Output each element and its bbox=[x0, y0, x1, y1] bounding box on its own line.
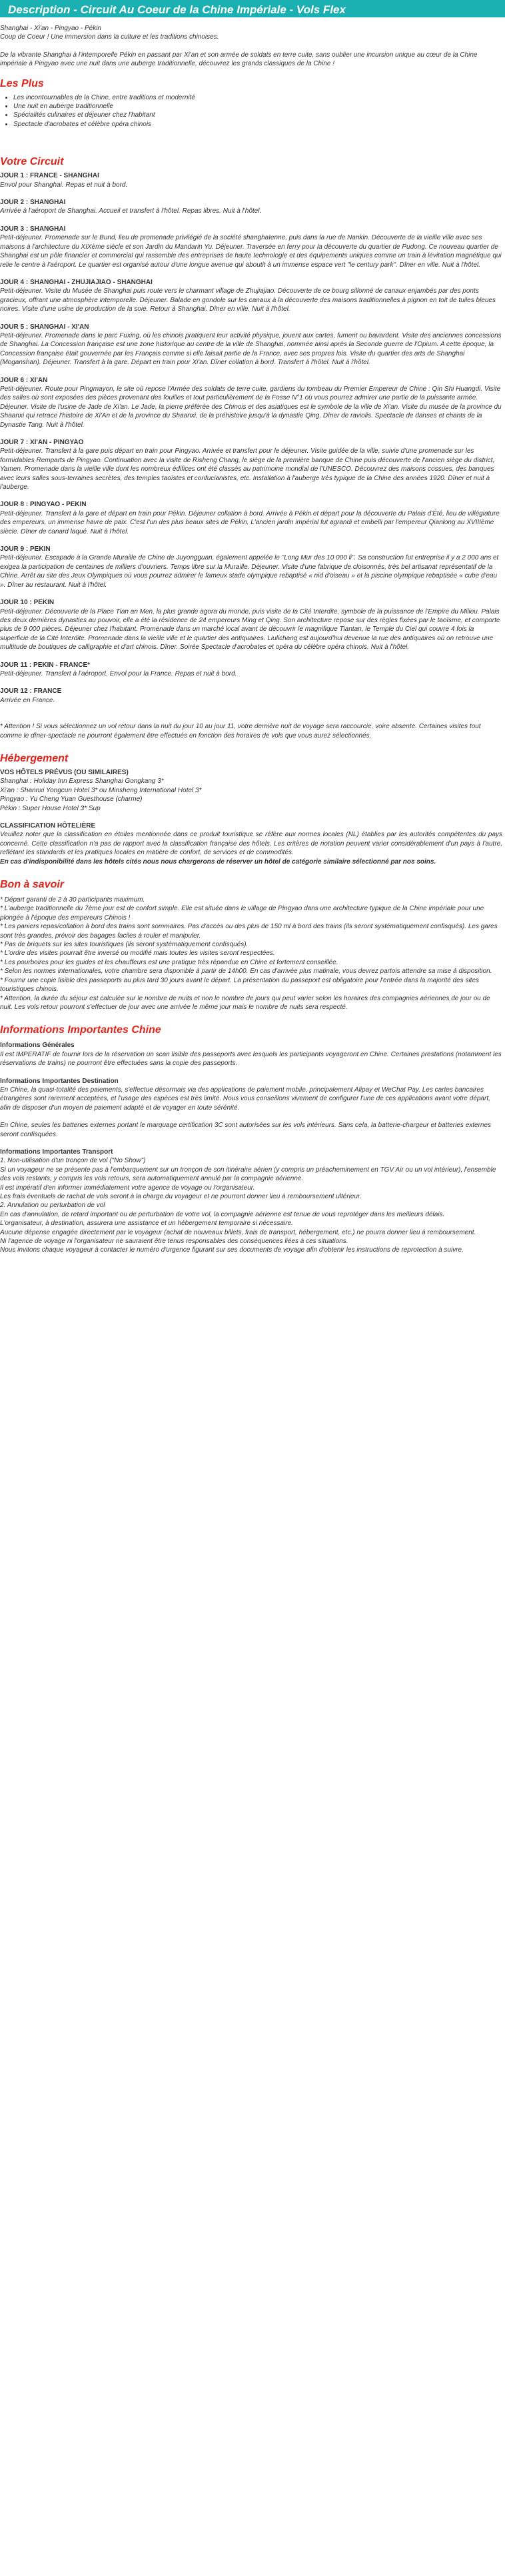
transport-line: Les frais éventuels de rachat de vols seront à la charge du voyageur et ne pourront donner lieu à remboursement ultérieur. bbox=[0, 1193, 362, 1200]
day-heading: JOUR 10 : PEKIN bbox=[0, 599, 55, 607]
day-text: Petit-déjeuner. Promenade dans le parc Fuxing, où les chinois pratiquent leur activité physique, jouent aux cartes, fument ou bavardent. Visite des anciennes concessions de Shanghai. La Concession française est une zone historique au centre de la ville de Shanghai, nommée ainsi après la Seconde guerre de l'Opium. A cette époque, la Concession française était gouvernée par les Français comme si elle faisait partie de la France, avec ses propres lois. Visite du quartier des arts de Shanghai (Moganshan). Déjeuner. Transfert à la gare. Départ en train pour Xi'an. Dîner collation à bord. Transfert à l'hôtel. Nuit à l'hôtel. bbox=[0, 331, 502, 367]
list-item: * Les pourboires pour les guides et les chauffeurs est une pratique très répandue en Chine et fortement conseillée. bbox=[0, 958, 338, 966]
day-block bbox=[0, 500, 502, 536]
savoir-list bbox=[0, 896, 502, 1012]
transport-line: Ni l'agence de voyage ni l'organisateur ne sauraient être tenus responsables des conséquences liées à ces situations. bbox=[0, 1238, 348, 1246]
list-item: • Une nuit en auberge traditionnelle bbox=[13, 102, 502, 111]
hotel-line: Xi'an : Shannxi Yongcun Hotel 3* ou Minsheng International Hotel 3* bbox=[0, 786, 202, 794]
day-text: Petit-déjeuner. Transfert à l'aéroport. Envol pour la France. Repas et nuit à bord. bbox=[0, 670, 237, 678]
day-text: Petit-déjeuner. Route pour Pingmayon, le site où repose l'Armée des soldats de terre cuite, gardiens du tombeau du Premier Empereur de Chine : Qin Shi Huangdi. Visite des salles où sont exposées des pièces provenant des fouilles et tout particulièrement de la Fosse N°1 où vous pourrez admirer une partie de la puissante armée. Déjeuner. Visite de l'usine de Jade de Xi'an. Le Jade, la pierre préférée des Chinois et des asiatiques est le symbole de la ville de Xi'an. Visite du musée de la province du Shaanxi qui retrace l'histoire de Xi'An et de la province du Shaanxi, de la préhistoire jusqu'à la dynastie Qing. Dîner de raviolis. Spectacle de danses et chants de la Dynastie Tang. Nuit à l'hôtel. bbox=[0, 385, 502, 429]
general-info-heading: Informations Générales bbox=[0, 1042, 75, 1050]
day-text: Petit-déjeuner. Découverte de la Place Tian an Men, la plus grande agora du monde, puis visite de la Cité Interdite, symbole de la puissance de l'Empire du Milieu. Palais des deux dernières dynasties au pouvoir, elle a été la résidence de 24 empereurs Ming et Qing. Son architecture repose sur des règles fixées par le taoïsme, et comporte plus de 9 000 pièces. Déjeuner chez l'habitant. Promenade dans un marché local avant de découvrir le magnifique Tiantan, le Temple du Ciel qui couvre 4 fois la superficie de la Cité Interdite. Promenade dans la vieille ville et le quartier des antiquaires. Liulichang est aujourd'hui devenue la rue des antiquaires où on retrouve une multitude de boutiques de calligraphie et d'art chinois. Dîner. Soirée Spectacle d'acrobates et opéra du célèbre opéra chinois. Nuit à l'hôtel. bbox=[0, 607, 500, 652]
list-item: * Attention, la durée du séjour est calculée sur le nombre de nuits et non le nombre de jours qui peut varier selon les horaires des compagnies aériennes de jour ou de nuit. Les vols retour pourront s'effectuer de jour avec une arrivée le même jour mais le nombre de nuits sera respecté. bbox=[0, 994, 490, 1011]
day-text: Petit-déjeuner. Promenade sur le Bund, lieu de promenade privilégié de la société shanghaïenne, puis dans la rue de Nankin. Découverte de la vieille ville avec ses maisons à l'architecture du XIXème siècle et son Jardin du Mandarin Yu. Déjeuner. Traversée en ferry pour la découverte du quartier de Pudong. Ce nouveau quartier de Shanghai est un pôle financier et commercial qui rassemble des entreprises de haute technologie et des équipements uniques comme un train à lévitation magnétique qui relie le centre à l'aéroport. Le quartier est organisé autour d'une longue avenue qui aboutit à un immense espace vert "le century park". Dîner en ville. Nuit à l'hôtel. bbox=[0, 234, 502, 269]
day-block bbox=[0, 438, 502, 491]
day-heading: JOUR 8 : PINGYAO - PEKIN bbox=[0, 501, 87, 509]
destination-info-text: En Chine, la quasi-totalité des paiements, s'effectue désormais via des applications de paiement mobile, principalement Alipay et WeChat Pay. Les cartes bancaires étrangères sont rarement acceptées, et l'usage des espèces est très limité. Nous vous conseillons vivement de configurer l'une de ces applications avant votre départ, afin de disposer d'un moyen de paiement adapté et de voyager en toute sérénité. bbox=[0, 1086, 490, 1112]
list-item: * Les paniers repas/collation à bord des trains sont sommaires. Pas d'accès ou des plus de 150 ml à bord des trains (ils seront systématiquement confisqués). Les gares sont très grandes, prévoir des bagages faciles à rouler et manipuler. bbox=[0, 923, 498, 940]
day-heading: JOUR 11 : PEKIN - FRANCE* bbox=[0, 661, 91, 669]
hotel-line: Pékin : Super House Hotel 3* Sup bbox=[0, 804, 101, 812]
transport-info-list bbox=[0, 1156, 502, 1254]
day-heading: JOUR 4 : SHANGHAI - ZHUJIAJIAO - SHANGHAI bbox=[0, 278, 153, 286]
destination-info-heading: Informations Importantes Destination bbox=[0, 1077, 119, 1085]
day-text: Petit-déjeuner. Visite du Musée de Shanghai puis route vers le charmant village de Zhujiajiao. Découverte de ce bourg sillonné de canaux enjambés par des ponts gracieux, offrant une atmosphère intemporelle. Déjeuner. Balade en gondole sur les canaux à la découverte des maisons traditionnelles à pignon en toit de tuiles bleues noires. Visite d'une usine de production de la soie. Retour à Shanghai. Dîner en ville. Nuit à l'hôtel. bbox=[0, 287, 496, 313]
day-text: Petit-déjeuner. Transfert à la gare et départ en train pour Pékin. Déjeuner collation à bord. Arrivée à Pékin et départ pour la découverte du Palais d'Été, lieu de villégiature des empereurs, un immense havre de paix. C'est l'un des plus beaux sites de Pékin. L'ancien jardin impérial fut agrandi et embelli par l'empereur Qianlong au XVIIIème siècle. Dîner de canard laqué. Nuit à l'hôtel. bbox=[0, 509, 500, 535]
list-item: * Pas de briquets sur les sites touristiques (ils seront systématiquement confisqués). bbox=[0, 941, 249, 949]
day-block bbox=[0, 687, 502, 705]
day-block bbox=[0, 598, 502, 652]
transport-line: L'organisateur, à destination, assurera une assistance et un hébergement temporaire si nécessaire. bbox=[0, 1220, 293, 1228]
list-item: * Fournir une copie lisible des passeports au plus tard 30 jours avant le départ. La présentation du passeport est obligatoire pour l'entrée dans la majorité des sites touristiques chinois. bbox=[0, 976, 479, 994]
document-body bbox=[0, 17, 505, 1255]
day-heading: JOUR 3 : SHANGHAI bbox=[0, 225, 66, 233]
list-item: • Spectacle d'acrobates et célèbre opéra chinois bbox=[13, 120, 502, 129]
list-item: • Les incontournables de la Chine, entre traditions et modernité bbox=[13, 93, 502, 102]
day-block bbox=[0, 171, 502, 189]
list-item: * L'auberge traditionnelle du 7ème jour est de confort simple. Elle est située dans le village de Pingyao dans une architecture typique de la Chine impériale pour une plongée à l'époque des empereurs Chinois ! bbox=[0, 905, 484, 922]
day-block bbox=[0, 198, 502, 216]
classification-text: Veuillez noter que la classification en étoiles mentionnée dans ce produit touristique se réfère aux normes locales (NL) établies par les autorités compétentes du pays concerné. Cette classification n'a pas de rapport avec la classification française des hôtels. Les critères de notation peuvent varier considérablement d'un pays à l'autre, reflétant les standards et les pratiques locales en matière de confort, de services et de commodités. bbox=[0, 831, 502, 857]
transport-info-heading: Informations Importantes Transport bbox=[0, 1148, 113, 1156]
list-item: • Spécialités culinaires et déjeuner chez l'habitant bbox=[13, 111, 502, 119]
day-block bbox=[0, 323, 502, 367]
transport-line: Nous invitons chaque voyageur à contacter le numéro d'urgence figurant sur ses documents de voyage afin d'obtenir les instructions de reprotection à suivre. bbox=[0, 1246, 464, 1254]
general-info-text: Il est IMPERATIF de fournir lors de la réservation un scan lisible des passeports avec lesquels les participants voyageront en Chine. Certaines prestations (notamment les réservations de trains) ne pourront être effectuées sans la copie des passeports. bbox=[0, 1050, 502, 1068]
day-block bbox=[0, 225, 502, 269]
transport-line: En cas d'annulation, de retard important ou de perturbation de votre vol, la compagnie aérienne est tenue de vous reprotéger dans les meilleurs délais. bbox=[0, 1210, 445, 1218]
section-title-circuit: Votre Circuit bbox=[0, 156, 64, 168]
day-block bbox=[0, 278, 502, 314]
day-heading: JOUR 9 : PEKIN bbox=[0, 545, 51, 553]
day-text: Petit-déjeuner. Transfert à la gare puis départ en train pour Pingyao. Arrivée et transfert pour le déjeuner. Visite guidée de la ville, suivie d'une promenade sur les formidables Remparts de Pingyao. Continuation avec la visite de Risheng Chang, le siège de la première banque de Chine puis découverte de l'ancien siège du district, Yamen. Promenade dans la vieille ville dont les nombreux édifices ont été classés au patrimoine mondial de l'UNESCO. Découvrez des maisons cossues, des banques avec leurs salles sous-terraines secrètes, des temples taoïstes et confucianistes, etc. Installation à l'auberge très typique de la Chine des années 1920. Dîner et nuit à l'auberge. bbox=[0, 447, 495, 491]
page-banner: Description - Circuit Au Coeur de la Chine Impériale - Vols Flex bbox=[0, 0, 505, 17]
day-heading: JOUR 12 : FRANCE bbox=[0, 688, 62, 696]
intro-paragraph: De la vibrante Shanghai à l'intemporelle Pékin en passant par Xi'an et son armée de soldats en terre cuite, sans oublier une incursion unique au cœur de la Chine impériale à Pingyao avec une nuit dans une auberge traditionnelle, découvrez les grands classiques de la Chine ! bbox=[0, 51, 478, 68]
transport-line: Si un voyageur ne se présente pas à l'embarquement sur un tronçon de son itinéraire aérien (y compris un préacheminement en TGV Air ou un vol intérieur), l'ensemble des vols restants, y compris les vols retours, sera automatiquement annulé par la compagnie aérienne. bbox=[0, 1166, 496, 1183]
list-item: * Selon les normes internationales, votre chambre sera disponible à partir de 14h00. En cas d'arrivée plus matinale, vous devrez partois attendre sa mise à disposition. bbox=[0, 968, 492, 976]
day-text: Envol pour Shanghai. Repas et nuit à bord. bbox=[0, 181, 128, 189]
day-text: Arrivée en France. bbox=[0, 696, 55, 704]
hotel-line: Pingyao : Yu Cheng Yuan Guesthouse (charme) bbox=[0, 796, 143, 804]
return-flight-note: * Attention ! Si vous sélectionnez un vol retour dans la nuit du jour 10 au jour 11, votre dernière nuit de voyage sera raccourcie, voire absente. Certaines visites tout comme le dîner-spectacle ne pourront également être effectués en fonction des horaires de vols que vous aurez sélectionnés. bbox=[0, 723, 481, 740]
route: Shanghai - Xi'an - Pingyao - Pékin bbox=[0, 25, 101, 32]
day-text: Petit-déjeuner. Escapade à la Grande Muraille de Chine de Juyongguan, également appelée le "Long Mur des 10 000 li". Sa construction fut entreprise il y a 2 000 ans et exigea la participation de centaines de milliers d'ouvriers. Temps libre sur la Muraille. Déjeuner. Visite d'une fabrique de cloisonnés, très bel artisanat représentatif de la Chine. Arrêt au site des Jeux Olympiques où vous pourrez admirer le fameux stade olympique rebaptisé « nid d'oiseau » et la piscine olympique rebaptisée « cube d'eau ». Dîner au restaurant. Nuit à l'hôtel. bbox=[0, 554, 499, 589]
day-block bbox=[0, 661, 502, 679]
day-text: Arrivée à l'aéroport de Shanghai. Accueil et transfert à l'hôtel. Repas libres. Nuit à l'hôtel. bbox=[0, 207, 262, 215]
transport-line: 1. Non-utilisation d'un tronçon de vol ("No Show") bbox=[0, 1157, 146, 1165]
day-block bbox=[0, 545, 502, 589]
section-title-hebergement: Hébergement bbox=[0, 752, 69, 764]
transport-line: Aucune dépense engagée directement par le voyageur (achat de nouveaux billets, frais de transport, hébergement, etc.) ne pourra donner lieu à remboursement. bbox=[0, 1228, 476, 1236]
transport-line: Il est impératif d'en informer immédiatement votre agence de voyage ou l'organisateur. bbox=[0, 1184, 255, 1192]
section-title-informations: Informations Importantes Chine bbox=[0, 1024, 161, 1036]
day-heading: JOUR 7 : XI'AN - PINGYAO bbox=[0, 439, 84, 446]
day-block bbox=[0, 376, 502, 429]
transport-line: 2. Annulation ou perturbation de vol bbox=[0, 1202, 105, 1210]
list-item: * Départ garanti de 2 à 30 participants maximum. bbox=[0, 896, 145, 904]
section-title-bon-a-savoir: Bon à savoir bbox=[0, 879, 65, 891]
hotel-line: Shanghai : Holiday Inn Express Shanghai Gongkang 3* bbox=[0, 778, 164, 786]
classification-note: En cas d'indisponibilité dans les hôtels cités nous nous chargerons de réserver un hôtel de catégorie similaire sélectionné par nos soins. bbox=[0, 858, 436, 866]
hotels-subheading: VOS HÔTELS PRÉVUS (OU SIMILAIRES) bbox=[0, 768, 129, 776]
day-heading: JOUR 2 : SHANGHAI bbox=[0, 199, 66, 207]
day-list bbox=[0, 171, 502, 705]
tagline: Coup de Coeur ! Une immersion dans la culture et les traditions chinoises. bbox=[0, 33, 219, 41]
classification-heading: CLASSIFICATION HÔTELIÈRE bbox=[0, 822, 96, 830]
section-title-plus: Les Plus bbox=[0, 77, 44, 89]
day-heading: JOUR 1 : FRANCE - SHANGHAI bbox=[0, 172, 99, 180]
list-item: * L'ordre des visites pourrait être inversé ou modifié mais toutes les visites seront respectées. bbox=[0, 950, 275, 958]
destination-info-text: En Chine, seules les batteries externes portant le marquage certification 3C sont autorisées sur les vols intérieurs. Sans cela, la batterie-chargeur et batteries externes seront confisquées. bbox=[0, 1122, 492, 1138]
day-heading: JOUR 5 : SHANGHAI - XI'AN bbox=[0, 323, 89, 331]
plus-list bbox=[0, 93, 502, 129]
day-heading: JOUR 6 : XI'AN bbox=[0, 376, 48, 384]
